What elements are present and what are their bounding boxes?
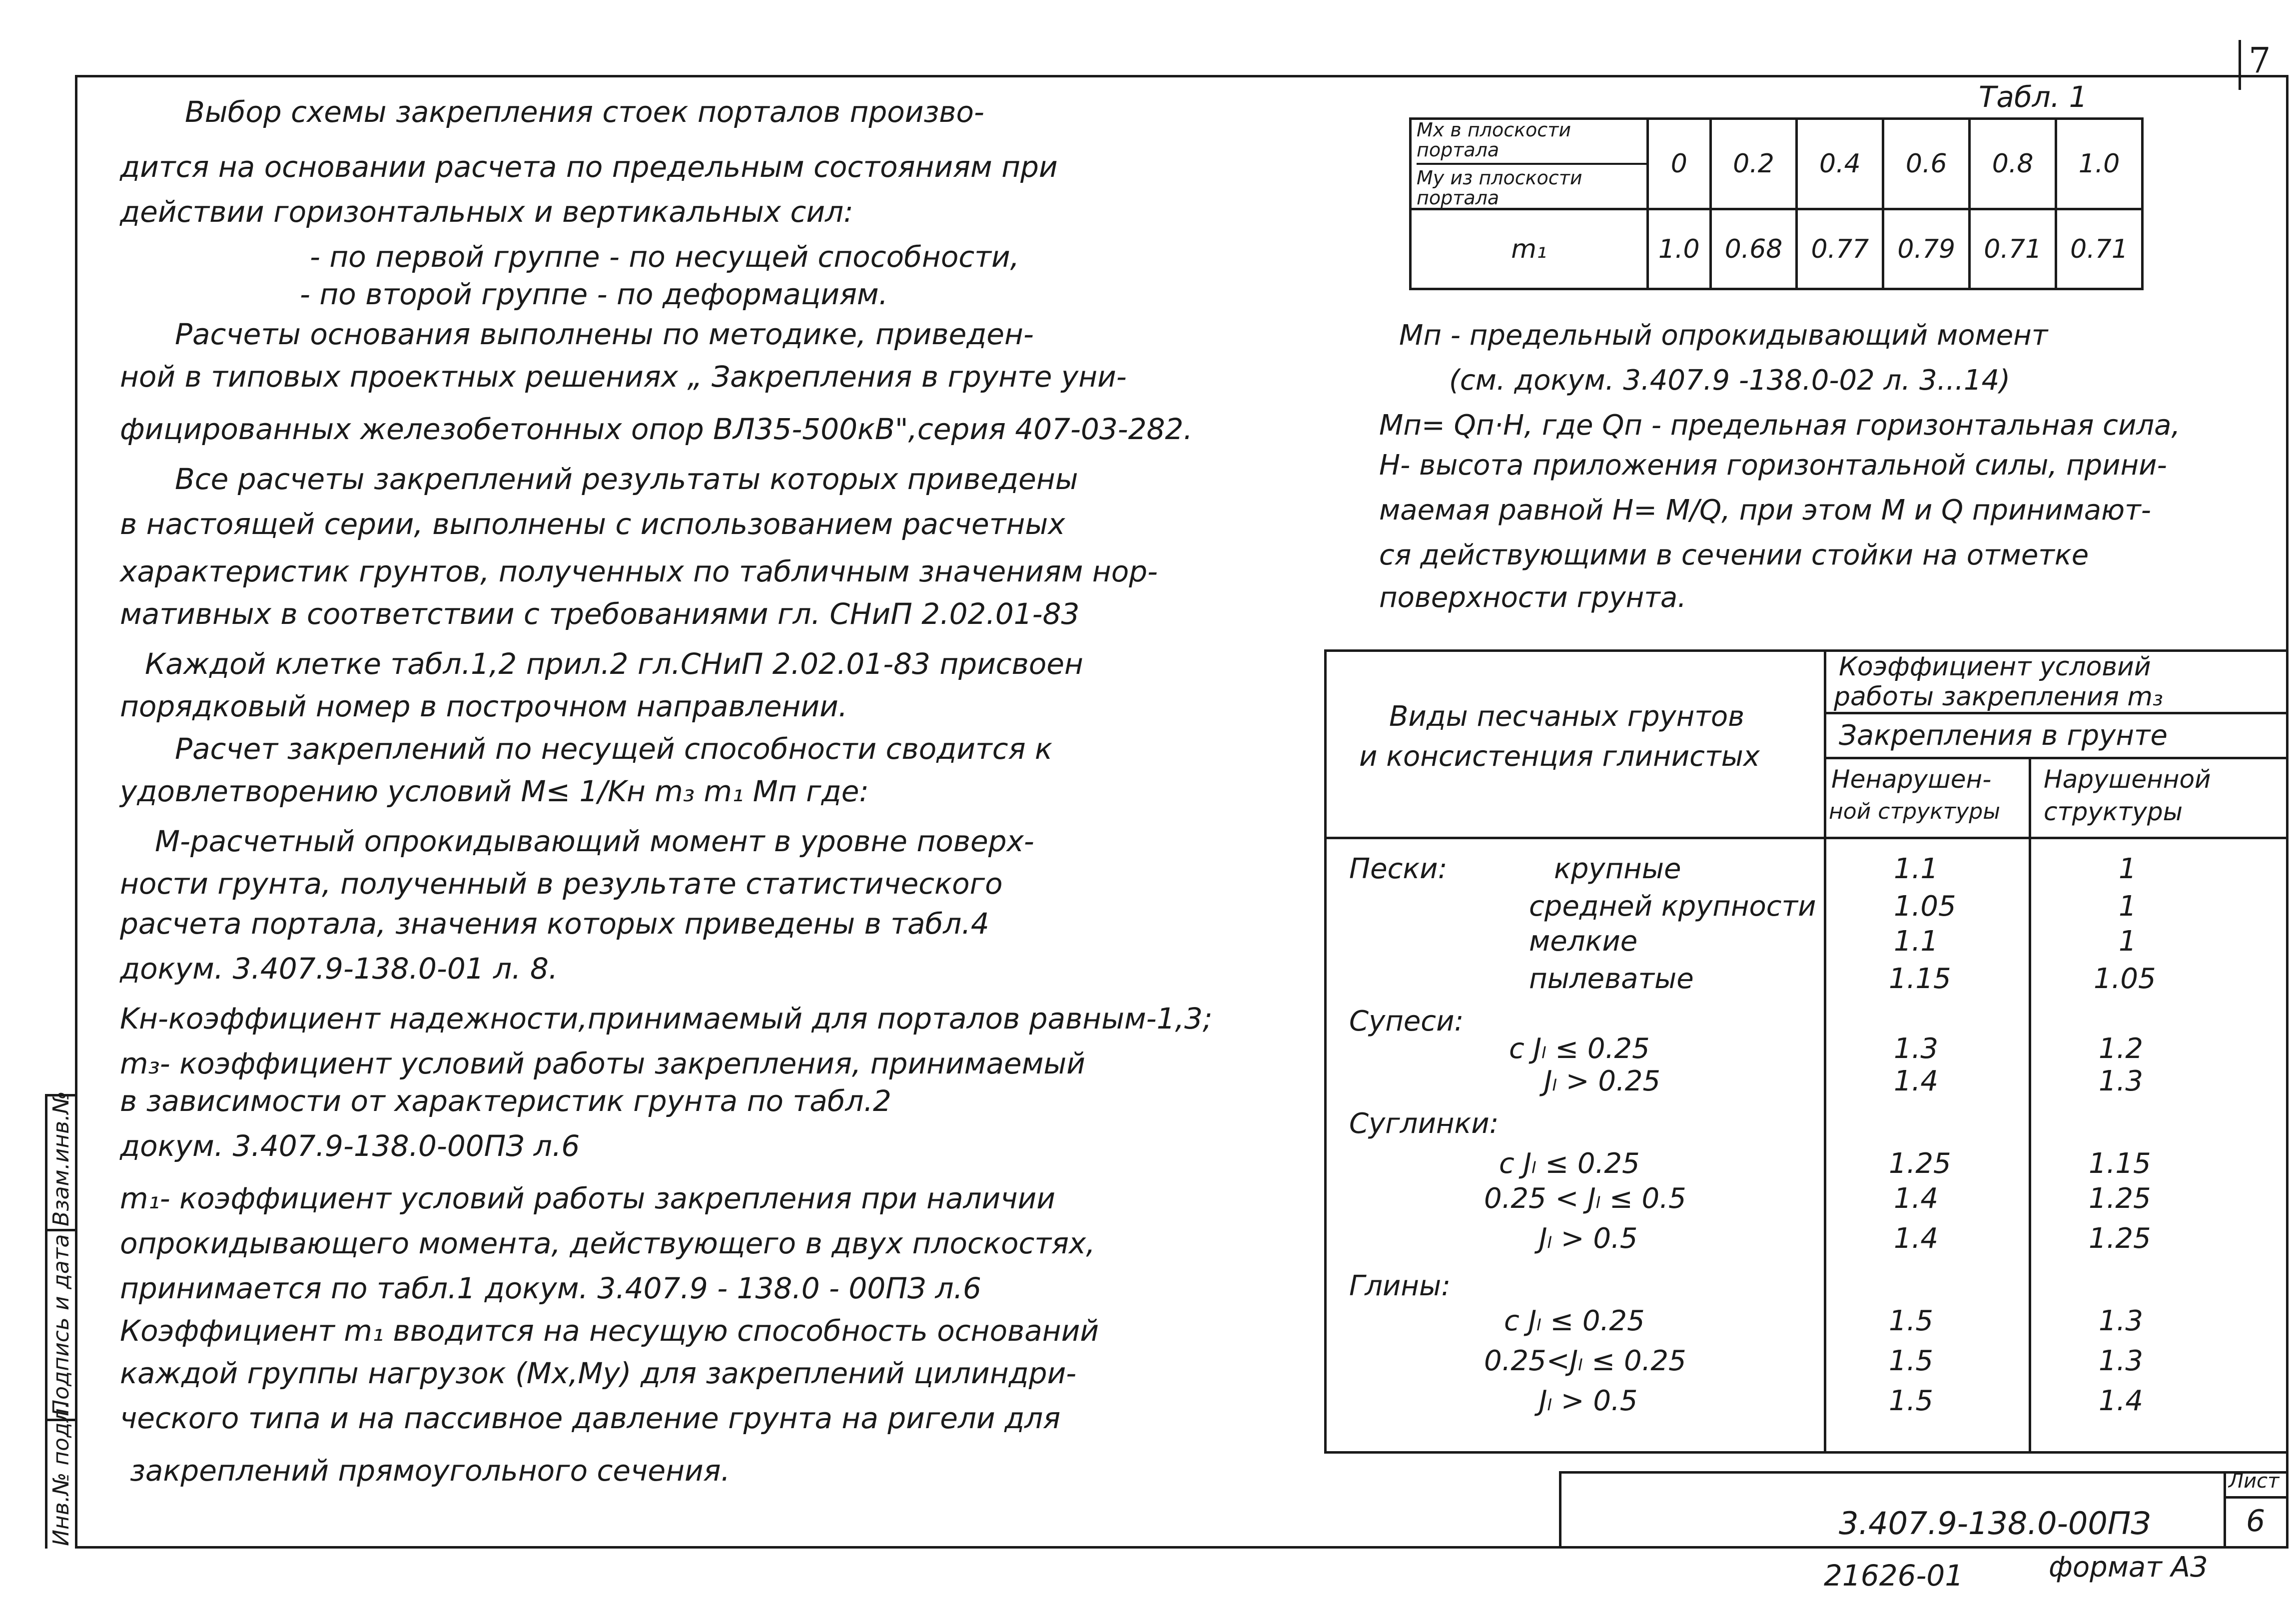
table2-value-col2: 1.2 [2099,1033,2144,1065]
text-line: Kн-коэффициент надежности,принимаемый для порталов равным-1,3; [120,1002,1213,1036]
table2-col-divider-2 [2029,757,2031,1451]
table1-m1-value: 1.0 [1648,209,1711,289]
table2-value-col2: 1 [2119,853,2137,885]
table1-m1-value: 0.77 [1797,209,1883,289]
title-block-sheet-line [2224,1496,2289,1499]
text-line: - по второй группе - по деформациям. [300,277,888,311]
text-line: расчета портала, значения которых приведены в табл.4 [120,907,989,941]
table2-row-label: 0.25 < Jₗ ≤ 0.5 [1484,1182,1686,1215]
sheet-label: Лист [2229,1470,2280,1493]
table1-ratio: 0.2 [1710,119,1797,209]
table2-border-left [1324,649,1327,1454]
side-label-replacement: Взам.инв.№ [48,1091,74,1226]
table2-value-col2: 1.3 [2099,1345,2144,1377]
table1-ratio-header [1411,119,1648,209]
text-line: (см. докум. 3.407.9 -138.0-02 л. 3...14) [1449,364,2011,397]
table2-row-label: 0.25<Jₗ ≤ 0.25 [1484,1345,1686,1377]
table2-row-label: с Jₗ ≤ 0.25 [1499,1147,1640,1180]
text-line: опрокидывающего момента, действующего в двух плоскостях, [120,1226,1095,1260]
table2-row-label: с Jₗ ≤ 0.25 [1504,1305,1645,1337]
table2-header-coef: работы закрепления m₃ [1834,682,2163,712]
text-line: m₁- коэффициент условий работы закрепления при наличии [120,1181,1056,1215]
table2-value-col2: 1.4 [2099,1385,2144,1417]
table2-value-col1: 1.5 [1889,1345,1934,1377]
table1-ratio: 1.0 [2056,119,2143,209]
table2-value-col1: 1.1 [1894,925,1939,958]
table2-value-col2: 1 [2119,925,2137,958]
side-label-signature: Подпись и дата [48,1234,74,1416]
table1-m1-label: m₁ [1411,209,1648,289]
text-line: порядковый номер в построчном направлении. [120,689,848,723]
table2-value-col2: 1.25 [2089,1222,2151,1255]
doc-code: 3.407.9-138.0-00ПЗ [1839,1505,2151,1542]
table2-value-col1: 1.3 [1894,1033,1939,1065]
text-line: докум. 3.407.9-138.0-01 л. 8. [120,952,558,986]
text-line: ся действующими в сечении стойки на отметке [1379,539,2089,571]
page-number: 7 [2249,40,2271,81]
table2-value-col2: 1.05 [2094,963,2156,995]
text-line: ческого типа и на пассивное давление грунта на ригели для [120,1401,1061,1435]
text-line: ности грунта, полученный в результате статистического [120,867,1003,901]
text-line: Mп= Qп·H, где Qп - предельная горизонтальная сила, [1379,409,2181,442]
table2-row-label: с Jₗ ≤ 0.25 [1509,1033,1650,1065]
table2-header-col2: Нарушенной [2044,765,2211,794]
text-line: H- высота приложения горизонтальной силы, прини- [1379,449,2167,482]
table2-col-divider-1 [1824,649,1826,1451]
table2-value-col1: 1.05 [1894,890,1956,923]
table2-header-coef: Коэффициент условий [1839,652,2151,682]
table2-row-label: пылеватые [1529,963,1694,995]
table2-value-col2: 1.25 [2089,1182,2151,1215]
table2-row-label: крупные [1554,853,1681,885]
table2-row-label: Jₗ > 0.25 [1544,1065,1661,1097]
text-line: Каждой клетке табл.1,2 прил.2 гл.СНиП 2.02.01-83 присвоен [145,647,1083,681]
table2-row-label: средней крупности [1529,890,1816,923]
table2-value-col2: 1.3 [2099,1305,2144,1337]
inventory-number: 21626-01 [1824,1559,1964,1593]
table2-header-left: Виды песчаных грунтов [1389,700,1745,733]
table1-ratio: 0.8 [1970,119,2056,209]
text-line: удовлетворению условий M≤ 1/Kн m₃ m₁ Mп где: [120,774,869,808]
table2-row-label: мелкие [1529,925,1638,958]
table2-header-col1: Ненарушен- [1831,765,1992,794]
text-line: поверхности грунта. [1379,581,1686,614]
table1-m1-value: 0.71 [2056,209,2143,289]
side-label-inventory: Инв.№ подл. [48,1401,74,1546]
side-strip-line-2 [45,1229,75,1231]
text-line: Mп - предельный опрокидывающий момент [1399,319,2048,352]
text-line: Расчет закреплений по несущей способности сводится к [175,732,1053,766]
table2-value-col2: 1.15 [2089,1147,2151,1180]
table2-group-label: Супеси: [1349,1005,1464,1038]
table1-m1-value: 0.71 [1970,209,2056,289]
table1-caption: Табл. 1 [1979,80,2088,114]
text-line: Выбор схемы закрепления стоек порталов произво- [185,95,984,129]
table2-row-label: Jₗ > 0.5 [1539,1222,1638,1255]
table2-value-col1: 1.1 [1894,853,1939,885]
text-line: m₃- коэффициент условий работы закрепления, принимаемый [120,1047,1085,1080]
table2-value-col1: 1.25 [1889,1147,1951,1180]
title-block-top [1559,1471,2289,1474]
table2-value-col1: 1.4 [1894,1222,1939,1255]
table1-header-mx: Mx в плоскости портала [1417,120,1646,165]
table2-value-col2: 1.3 [2099,1065,2144,1097]
text-line: M-расчетный опрокидывающий момент в уровне поверх- [155,824,1034,858]
text-line: Все расчеты закреплений результаты которых приведены [175,462,1078,496]
side-strip-border [45,1094,47,1549]
text-line: принимается по табл.1 докум. 3.407.9 - 138.0 - 00ПЗ л.6 [120,1271,981,1305]
text-line: Расчеты основания выполнены по методике, приведен- [175,317,1034,351]
text-line: характеристик грунтов, полученных по табличным значениям нор- [120,554,1158,588]
text-line: фицированных железобетонных опор ВЛ35-500кВ",серия 407-03-282. [120,412,1193,446]
text-line: в зависимости от характеристик грунта по табл.2 [120,1084,891,1118]
table2-value-col1: 1.5 [1889,1305,1934,1337]
text-line: маемая равной H= M/Q, при этом M и Q принимают- [1379,494,2152,527]
title-block-left [1559,1471,1561,1549]
text-line: мативных в соответствии с требованиями гл. СНиП 2.02.01-83 [120,597,1080,631]
table2-value-col2: 1 [2119,890,2137,923]
text-line: дится на основании расчета по предельным состояниям при [120,150,1058,184]
table2-value-col1: 1.4 [1894,1065,1939,1097]
text-line: Коэффициент m₁ вводится на несущую способность оснований [120,1314,1099,1348]
table2-value-col1: 1.4 [1894,1182,1939,1215]
text-line: ной в типовых проектных решениях „ Закрепления в грунте уни- [120,360,1127,394]
sheet-number: 6 [2246,1504,2266,1539]
table2-value-col1: 1.15 [1889,963,1951,995]
table2-header-left: и консистенция глинистых [1359,740,1760,773]
page-number-divider [2239,40,2241,90]
table1-ratio: 0 [1648,119,1711,209]
table1-header-my: My из плоскости портала [1417,167,1582,209]
table2-group-label: Глины: [1349,1270,1451,1302]
table2-value-col1: 1.5 [1889,1385,1934,1417]
table1-ratio: 0.6 [1883,119,1970,209]
text-line: закреплений прямоугольного сечения. [130,1454,731,1488]
table2-border-bottom [1324,1451,2289,1454]
table1-ratio: 0.4 [1797,119,1883,209]
paper-format: формат А3 [2049,1551,2208,1584]
table2-header-col2: структуры [2044,797,2183,826]
text-line: в настоящей серии, выполнены с использованием расчетных [120,507,1065,541]
text-line: - по первой группе - по несущей способности, [310,240,1020,274]
table2-group-label: Пески: [1349,853,1448,885]
text-line: каждой группы нагрузок (Mx,My) для закреплений цилиндри- [120,1356,1077,1390]
table2-group-label: Суглинки: [1349,1107,1499,1140]
text-line: докум. 3.407.9-138.0-00ПЗ л.6 [120,1129,580,1163]
table1 [1409,117,2144,290]
table1-m1-value: 0.79 [1883,209,1970,289]
text-line: действии горизонтальных и вертикальных сил: [120,195,853,229]
table2-header-col1: ной структуры [1829,799,2000,824]
table2-header-group: Закрепления в грунте [1839,719,2168,752]
table1-m1-value: 0.68 [1710,209,1797,289]
table2-row-label: Jₗ > 0.5 [1539,1385,1638,1417]
table2-header-bottom [1324,837,2289,839]
title-block-sheet-divider [2224,1471,2226,1549]
